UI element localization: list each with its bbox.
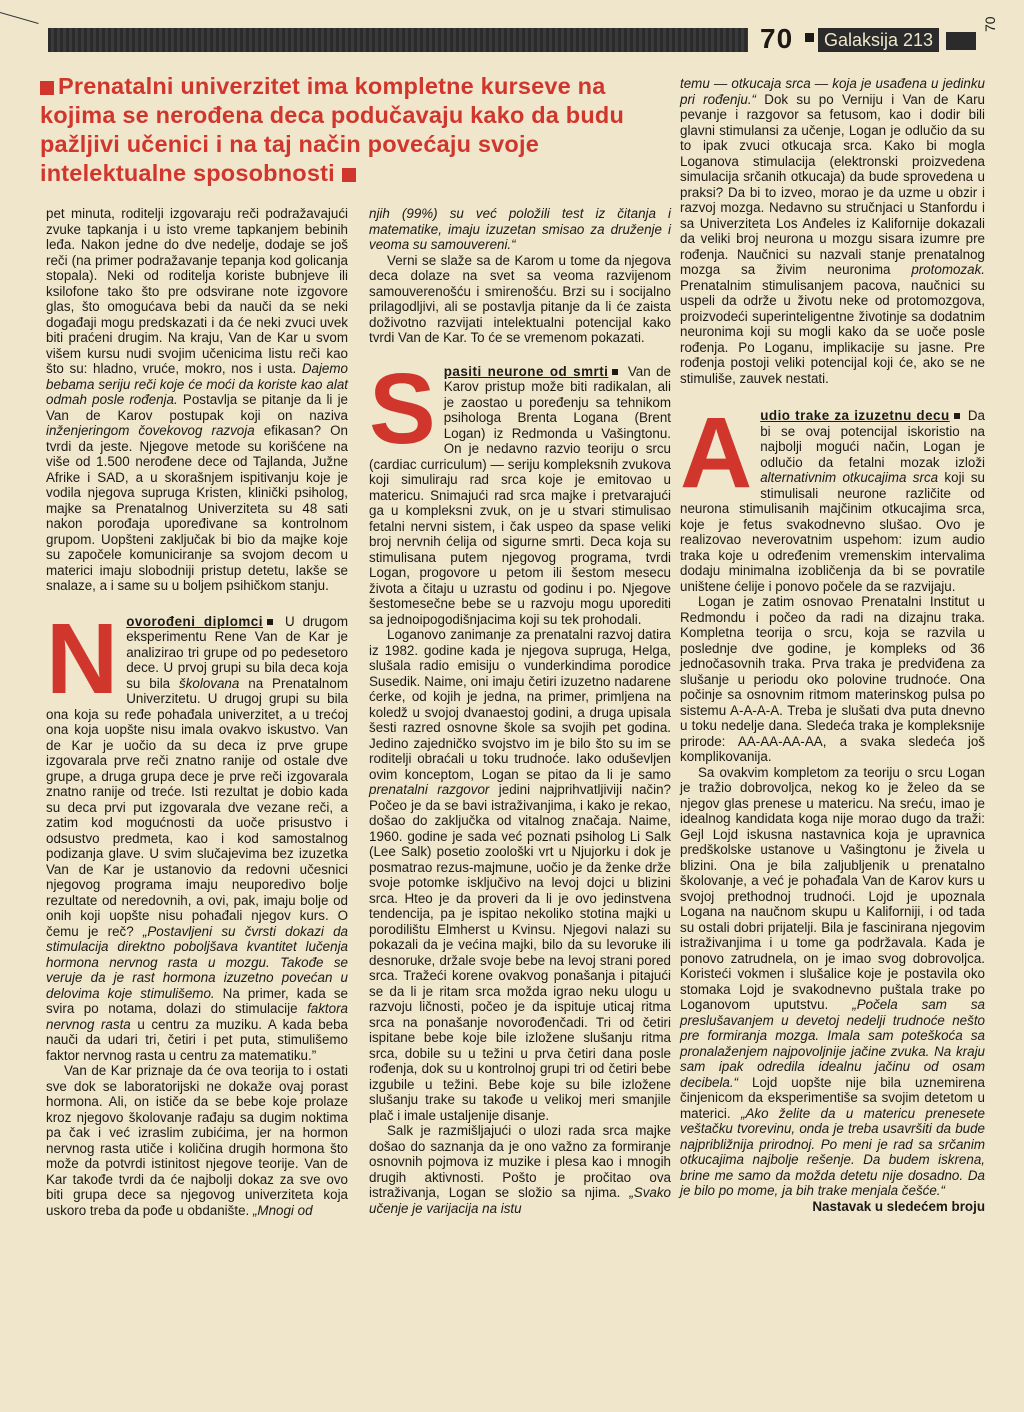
column-1 bbox=[46, 206, 348, 1218]
continued-note: Nastavak u sledećem broju bbox=[812, 1198, 985, 1214]
paragraph: ovorođeni diplomci U drugom eksperimentu Rene Van de Kar je analizirao tri grupe od po pedesetoro dece. U prvoj grupi su bila deca koja su bila školovana na Prenatalnom Univerzitetu. U drugoj grupi su bila ona koja su ređe pohađala univerzitet, a u trećoj ona koja uopšte nisu imala ovakvo iskustvo. Van de Kar je uočio da su deca iz prve grupe izgovarala prve reči znatno ranije od ostale dve grupe, a druga grupa dece je prve reči izgovarala znatno ranije od treće. Isti rezultat je dobio kada su deca prvi put izgovarala dve vezane reči, a zatim kod mogućnosti da uoče prisustvo i odsustvo predmeta, kao i kod samostalnog podizanja glave. U svim slučajevima bez izuzetka Van de Kar je ustanovio da redovni učesnici njegovog programa imaju neuporedivo bolje rezultate od neredovnih, a ovi, pak, imaju bolje od onih koji uopšte nisu pohađali njegov kurs. O čemu je reč? „Postavljeni su čvrsti dokazi da stimulacija direktno poboljšava kvantitet lučenja hormona nervnog rasta u mozgu. Takođe se veruje da je rast hormona izuzetno povećan u delovima koje stimulišemo. Na primer, kada se svira po notama, dolazi do stimulacije faktora nervnog rasta u centru za muziku. A kada beba nauči da udari tri, četiri i pet puta, stimulišemo faktor nervnog rasta u centru za matematiku.” bbox=[46, 613, 349, 1063]
drop-cap: S bbox=[369, 352, 436, 465]
paragraph: njih (99%) su već položili test iz čitanja i matematike, imaju izuzetan smisao za druženje i veoma su samouvereni.“ bbox=[369, 206, 671, 252]
paragraph: Logan je zatim osnovao Prenatalni Institut u Redmondu i počeo da radi na dizajnu traka. Kompletna teorija o srcu, koja se razvila u poslednje dve godine, je kompleks od 36 jednočasovnih traka. Prva traka je predviđena za slušanje u periodu oko polovine trudnoće. Ona počinje sa osnovnim ritmom materinskog pulsa po sistemu A-A-A-A. Treba je slušati dva puta dnevno u toku nedelje dana. Sledeća traka je kompleksnije prirode: AA-AA-AA-AA, a svaka sledeća još komplikovanija. bbox=[680, 594, 985, 764]
magazine-name: Galaksija 213 bbox=[818, 28, 939, 52]
section-novorodeni bbox=[46, 602, 349, 1064]
subheading: udio trake za izuzetnu decu bbox=[760, 408, 950, 423]
corner-mark bbox=[0, 12, 39, 24]
paragraph: pasiti neurone od smrti Van de Karov pristup može biti radikalan, ali je zaostao u poređenju sa tehnikom psihologa Brenta Logana (Brent Logan) iz Redmonda u Vašingtonu. On je nedavno razvio teoriju o srcu (cardiac curriculum) — seriju kompleksnih zvukova koji simuliraju rad srca koje je emitovao u matericu. Snimajući rad srca majke i pretvarajući ga u kompleksni zvuk, on je u stvari stimulisao fetalni nervni sistem, i čak uspeo da spase veliki broj nervnih ćelija od sigurne smrti. Deca koja su stimulisana putem njegovog programa, tvrdi Logan, progovore u petom ili šestom mesecu života a čitaju u uzrastu od godinu i po. Njegove šestomesečne bebe se u razvoju mogu uporediti sa jednoipogodišnjacima koji su tek prohodali. bbox=[369, 363, 671, 627]
drop-cap: N bbox=[46, 602, 119, 715]
section-audio-trake bbox=[680, 397, 985, 594]
bullet-square-icon bbox=[612, 369, 618, 375]
paragraph: pet minuta, roditelji izgovaraju reči podražavajući zvuke tapkanja i u isto vreme tapkanjem bebinih leđa. Nakon jedne do dve nedelje, dodaje se još reči (na primer podražavanje tepanja kod golicanja stopala). Neki od roditelja koriste bubnjeve ili ksilofone tako što pre odsvirane note izgovore glas, što omogućava bebi da nauči da se neki događaji mogu predskazati i da će neki zvuci uvek biti praćeni drugim. Na kraju, Van de Kar u svom višem kursu nudi svojim učenicima listu reči kao što su: hladno, vruće, mokro, nos i usta. Dajemo bebama seriju reči koje će moći da koriste kao alat odmah posle rođenja. Postavlja se pitanje da li je Van de Karov postupak koji on naziva inženjeringom čovekovog razvoja efikasan? On tvrdi da jeste. Njegove metode su korišćene na više od 1.500 nerođene dece od Tajlanda, Južne Afrike i SAD, a u skorašnjem ispitivanju koje je vodila njegova supruga Kristen, klinički psiholog, majke sa Prenatalnog Univerziteta su 48 sati nakon porođaja upoređivane sa kontrolnom grupom. Uopšteni zaključak bi bio da majke koje su započele komuniciranje sa svojom decom u materici imaju slobodniji pristup detetu, lakše se snalaze, a i same su u boljem psihičkom stanju. bbox=[46, 206, 348, 593]
paragraph: Sa ovakvim kompletom za teoriju o srcu Logan je tražio dobrovoljca, nekog ko je želeo da se njegov glas prenese u matericu. Na sreću, imao je idealnog kandidata koga nije morao dugo da traži: Gejl Lojd iskusna nastavnica koja je upravnica predškolske ustanove u Vašingtonu je živela u blizini. Ona je bila zaljubljenik u prenatalno školovanje, a već je pohađala Van de Karov kurs u svojoj prethodnoj trudnoći. Lojd je upoznala Logana na naučnom skupu u Kaliforniji, i od tada su ostali dobri prijatelji. Bila je fascinirana njegovim istraživanjima i u tome ga podržavala. Kada je ponovo zatrudnela, on je imao svog dobrovoljca. Koristeći vokmen i slušalice koje je postavila oko stomaka Lojd je svakodnevno puštala trake po Loganovom uputstvu. „Počela sam sa preslušavanjem u devetoj nedelji trudnoće nešto pre formiranja mozga. Imala sam poteškoća sa pronalaženjem najpovoljnije jačine zvuka. Na kraju sam ipak odredila idealnu jačinu od osam decibela.“ Lojd uopšte nije bila uznemirena činjenicom da eksperimentiše sa svojim detetom u materici. „Ako želite da u matericu prenesete veštačku tvorevinu, onda je treba usavršiti da bude najpribližnija prirodnoj. Po meni je rad sa srčanim otkucajima najbolje rešenje. Da budem iskrena, brine me samo da možda detetu nije dosadno. Da je bilo po mome, ja bih trake menjala češće.“ bbox=[680, 764, 985, 1198]
paragraph: Salk je razmišljajući o ulozi rada srca majke došao do saznanja da je ono važno za formiranje osnovnih pojmova iz muzike i plesa kao i mnogih drugih aktivnosti. Pošto je pročitao ova istraživanja, Logan se složio sa njima. „Svako učenje je varijacija na istu bbox=[369, 1123, 671, 1216]
red-square-icon bbox=[342, 168, 356, 182]
side-page-number: 70 bbox=[982, 16, 998, 32]
bullet-square-icon bbox=[954, 413, 960, 419]
subheading: ovorođeni diplomci bbox=[126, 613, 263, 629]
drop-cap: A bbox=[680, 397, 753, 509]
section-spasiti bbox=[369, 352, 671, 628]
column-3 bbox=[680, 76, 985, 1214]
paragraph: Verni se slaže sa de Karom u tome da njegova deca dolaze na svet sa veoma razvijenom samouverenošću i smirenošću. Brzi su i socijalno prilagodljivi, ali se postavlja pitanje da li će zaista doživotno razvijati intelektualni potencijal kako tvrdi Van de Kar. To će se vremenom pokazati. bbox=[369, 252, 671, 345]
red-square-icon bbox=[40, 81, 54, 95]
headline-text: Prenatalni univerzitet ima kompletne kurseve na kojima se nerođena deca podučavaju kako da budu pažljivi učenici i na taj način povećaju svoje intelektualne sposobnosti bbox=[40, 73, 625, 186]
paragraph: udio trake za izuzetnu decu Da bi se ovaj potencijal iskoristio na najbolji mogući način, Logan je odlučio da fetalni mozak izloži alternativnim otkucajima srca koji su stimulisali neurone različite od neurona stimulisanih majčinim otkucajima srca, koje je fetus svakodnevno slušao. Ovo je realizovao neverovatnim uspehom: izum audio traka koje u određenim vremenskim intervalima dodaju minimalna izobličenja da bi se povratile uništene ćelije i ponovo počele da se razvijaju. bbox=[680, 408, 985, 594]
paragraph: Loganovo zanimanje za prenatalni razvoj datira iz 1982. godine kada je njegova supruga, Helga, slušala radio emisiju o vunderkindima porodice Susedik. Naime, oni imaju četiri izuzetno nadarene ćerke, od kojih je jedna, na primer, primljena na koledž u svojoj dvanaestoj godini, a druga upisala šesti razred osnovne škole sa svojih pet godina. Jedino zajedničko svojstvo im je bilo što su im se roditelji obraćali u toku trudnoće. Iako oduševljen ovim konceptom, Logan se pitao da li je samo prenatalni razgovor jedini najprihvatljiviji način? Počeo je da se bavi istraživanjima, i kako je rekao, došao do zaključka od vitalnog značaja. Naime, 1960. godine je sada već poznati psiholog Li Salk (Lee Salk) posetio zoološki vrt u Njujorku i dok je posmatrao rezus-majmune, uočio je da ženke drže svoje potomke isključivo na levoj dojci u blizini srca. Hteo je da proveri da li je ovo jedinstvena tendencija, pa je ispitao nekoliko stotina majki u porodilištu Elmherst u Kvinsu. Njegovi nalazi su pokazali da je većina majki, bilo da su levoruke ili desnoruke, držale svoje bebe na levoj strani pored srca. Tražeći korene ovakvog ponašanja i pitajući se da li je ritam srca možda igrao neku ulogu u razvoju ličnosti, počeo je da ispituje uticaj ritma srca na ponašanje novorođenčadi. Tri od četiri ispitane bebe koje bile izložene slušanju ritma srca, dobile su u težini u prva četiri dana posle rođenja, dok su u kontrolnoj grupi tri od četiri bebe izgubile u težini. Bebe koje su bile izložene slušanju trake su takođe u velikoj meri smanjile plač i imale ustaljenije disanje. bbox=[369, 627, 671, 1123]
header-bar-end bbox=[946, 32, 976, 50]
paragraph: temu — otkucaja srca — koja je usađena u jedinku pri rođenju.“ Dok su po Verniju i Van de Karu pevanje i razgovor sa fetusom, kao i dodir bili glavni stimulansi za učenje, Logan je odlučio da su to ipak zvuci otkucaja srca. Kako bi mogla Loganova stimulacija (elektronski proizvedena simulacija srčanih otkucaja) da bude sprovedena u praksi? Da bi to izveo, morao je da uzme u obzir i razvoj mozga. Nedavno su stručnjaci u Stanfordu i sa Univerziteta Los Anđeles iz Kalifornije dokazali da veliki broj neurona u mozgu sisara izumre pre rođenja. Naučnici su nazvali stanje prenatalnog mozga sa živim neuronima protomozak. Prenatalnim stimulisanjem pacova, naučnici su uspeli da održe u životu neke od protomozgova, proizvodeći superinteligentne životinje sa dodatnim neuronima koji su mogli kako da se uoče posle rođenja. Po Loganu, implikacije su jasne. Pre rođenja postoji veliki potencijal koji će, ako se ne stimuliše, zauvek nestati. bbox=[680, 76, 986, 386]
header-bar bbox=[48, 28, 748, 52]
article-headline bbox=[40, 72, 670, 188]
column-2 bbox=[369, 206, 671, 1216]
subheading: pasiti neurone od smrti bbox=[443, 363, 609, 379]
paragraph: Van de Kar priznaje da će ova teorija to i ostati sve dok se laboratorijski ne dokaže ovaj porast hormona. Ali, on ističe da se bebe koje prolaze kroz njegovo školovanje rađaju sa dugim noktima pa čak i već izraslim zubićima, jer na hormon nervnog rasta utiče i količina drugih hormona što može da potvrdi istinitost njegove teorije. Van de Kar takođe tvrdi da će najbolji dokaz za sve ovo biti grupa dece sa njegovog univerziteta koja uskoro treba da pođe u obdanište. „Mnogi od bbox=[46, 1063, 348, 1218]
header-square-icon bbox=[805, 33, 814, 42]
bullet-square-icon bbox=[267, 619, 273, 625]
page-number: 70 bbox=[760, 23, 794, 54]
